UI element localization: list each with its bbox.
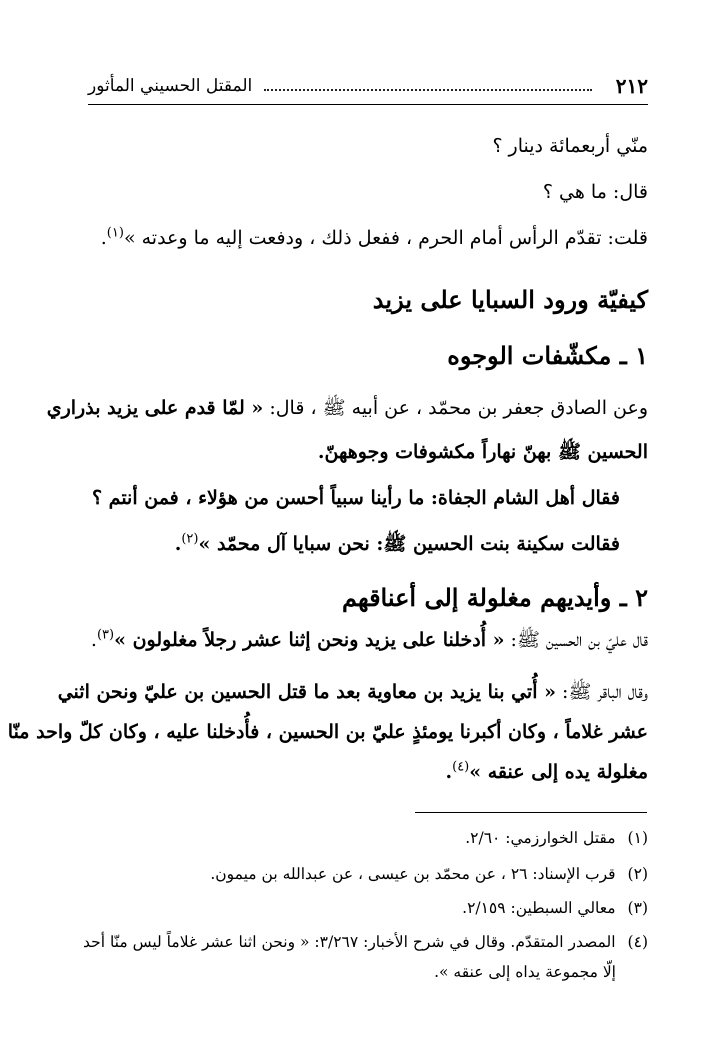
body-line: وقال الباقر ﷺ: « أُتي بنا يزيد بن معاوية بعد ما قتل الحسين بن عليّ ونحن اثني [57,681,648,703]
body-line: مغلولة يده إلى عنقه »$^{(٤)}$. [445,759,648,783]
body-line: قال عليّ بن الحسين ﷺ: « أُدخلنا على يزيد ونحن إثنا عشر رجلاً مغلولون »$^{(٣)}$. [90,627,648,651]
page-number: ٢١٢ [615,74,648,98]
book-title: المقتل الحسيني المأثور [88,76,253,96]
header-dotted-leader [264,89,592,91]
section-heading: كيفيّة ورود السبايا على يزيد [372,285,648,314]
body-line: الحسين ﷺ بهنّ نهاراً مكشوفات وجوههنّ. [317,441,648,463]
footnote: (٣)معالي السبطين: ٢/١٥٩. [462,899,648,917]
footnote-continuation: إلّا مجموعة يداه إلى عنقه ». [434,963,616,981]
body-line: عشر غلاماً ، وكان أكبرنا يومئذٍ عليّ بن الحسين ، فأُدخلنا عليه ، وكان كلّ واحد منّا [7,721,648,743]
running-header [88,72,648,105]
footnote: (٤)المصدر المتقدّم. وقال في شرح الأخبار: ٣/٢٦٧: « ونحن اثنا عشر غلاماً ليس منّا أحد [83,933,648,951]
body-line: فقالت سكينة بنت الحسين ﷺ: نحن سبايا آل محمّد »$^{(٢)}$. [174,531,620,555]
footnote-separator [415,812,647,813]
body-line: قال: ما هي ؟ [542,181,648,203]
footnote-ref: (٤) [452,759,470,775]
sub-heading: ١ ـ مكشّفات الوجوه [447,341,648,370]
footnote-ref: (٣) [96,627,115,643]
body-line: وعن الصادق جعفر بن محمّد ، عن أبيه ﷺ ، قال: « لمّا قدم على يزيد بذراري [46,397,648,419]
body-line: منّي أربعمائة دينار ؟ [492,135,648,157]
sub-heading: ٢ ـ وأيديهم مغلولة إلى أعناقهم [342,583,648,612]
body-line: قلت: تقدّم الرأس أمام الحرم ، ففعل ذلك ، ودفعت إليه ما وعدته »$^{(١)}$. [100,225,648,249]
footnote-ref: (١) [106,225,124,241]
footnote: (٢)قرب الإسناد: ٢٦ ، عن محمّد بن عيسى ، عن عبدالله بن ميمون. [210,865,648,883]
body-line: فقال أهل الشام الجفاة: ما رأينا سبياً أحسن من هؤلاء ، فمن أنتم ؟ [91,487,620,509]
footnote-ref: (٢) [181,531,199,547]
footnote: (١)مقتل الخوارزمي: ٢/٦٠. [465,829,648,847]
